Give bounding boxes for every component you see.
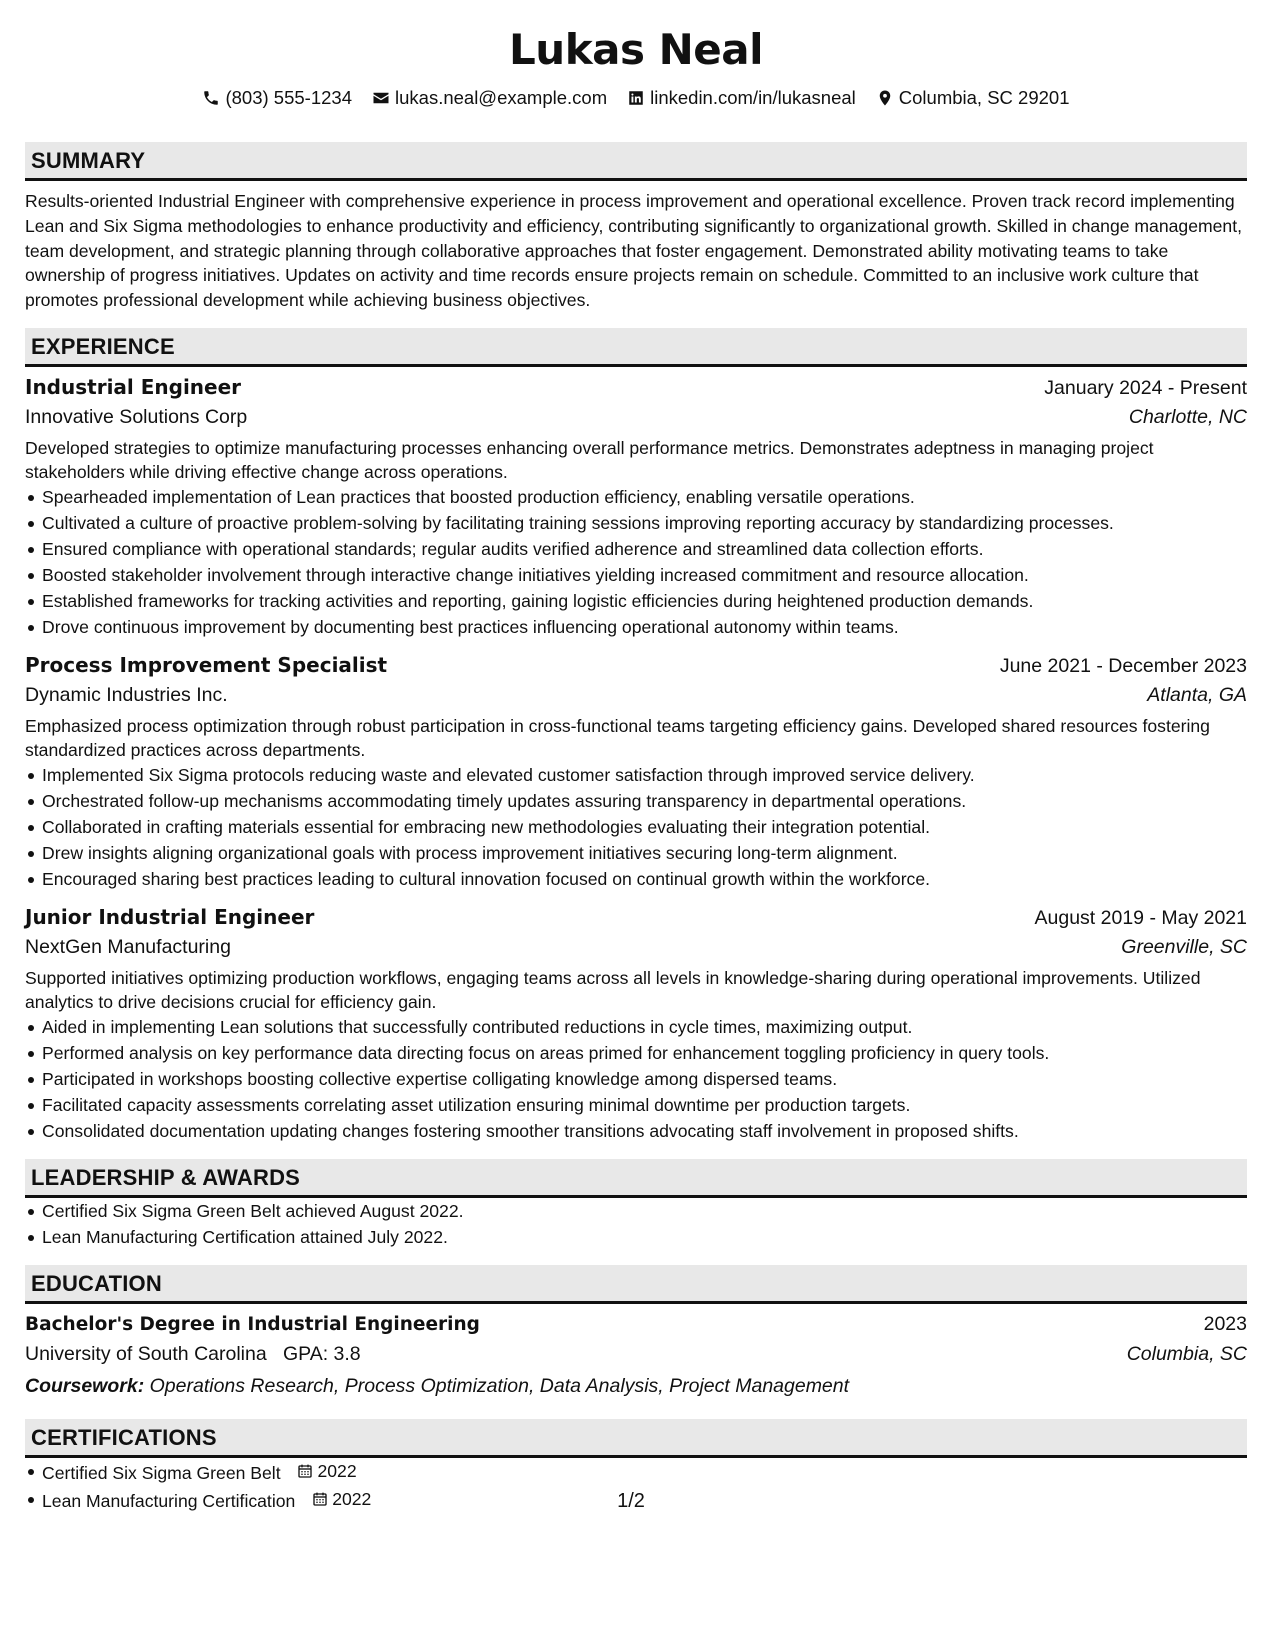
list-item: Encouraged sharing best practices leading to cultural innovation focused on continual growth within the workforce.: [25, 866, 1247, 892]
summary-text: Results-oriented Industrial Engineer with comprehensive experience in process improvement and operational excellence. Proven track record implementing Lean and Six Sigma methodologies to enhance productivity and efficiency, contributing significantly to organizational growth. Skilled in change management, team development, and strategic planning through collaborative approaches that foster engagement. Demonstrated ability motivating teams to take ownership of progress initiatives. Updates on activity and time records ensure projects remain on schedule. Committed to an inclusive work culture that promotes professional development while achieving business objectives.: [25, 191, 1242, 311]
list-item: Cultivated a culture of proactive problem-solving by facilitating training sessions improving reporting accuracy by standardizing processes.: [25, 510, 1247, 536]
list-item: Implemented Six Sigma protocols reducing waste and elevated customer satisfaction through improved service delivery.: [25, 762, 1247, 788]
job-location: Atlanta, GA: [1147, 683, 1247, 706]
job-bullets: [25, 484, 1247, 640]
list-item: Certified Six Sigma Green Belt achieved August 2022.: [25, 1198, 1247, 1224]
list-item: Collaborated in crafting materials essential for embracing new methodologies evaluating their integration potential.: [25, 814, 1247, 840]
job-entry: [25, 372, 1247, 640]
list-item: [25, 1458, 1247, 1486]
gpa: GPA: 3.8: [282, 1342, 361, 1365]
list-item: Participated in workshops boosting collective expertise colligating knowledge among dispersed teams.: [25, 1066, 1247, 1092]
linkedin-icon: [627, 89, 645, 107]
contact-phone: [202, 87, 352, 109]
job-company: Innovative Solutions Corp: [25, 405, 248, 428]
phone-icon: [202, 89, 220, 107]
cert-date: [297, 1458, 356, 1484]
job-company: Dynamic Industries Inc.: [25, 683, 228, 706]
school-line: [25, 1339, 361, 1369]
job-description: Developed strategies to optimize manufacturing processes enhancing overall performance metrics. Demonstrates adeptness in managing project stakeholders while driving effective change across operations.: [25, 437, 1154, 482]
contact-bar: [25, 84, 1247, 112]
list-item: Lean Manufacturing Certification attained July 2022.: [25, 1224, 1247, 1250]
job-bullets: [25, 1014, 1247, 1144]
awards-heading: LEADERSHIP & AWARDS: [25, 1159, 1247, 1198]
list-item: Boosted stakeholder involvement through interactive change initiatives yielding increased commitment and resource allocation.: [25, 562, 1247, 588]
list-item: Consolidated documentation updating changes fostering smoother transitions advocating staff involvement in proposed shifts.: [25, 1118, 1247, 1144]
graduation-year: 2023: [1203, 1312, 1247, 1335]
contact-location: [876, 87, 1070, 109]
job-title: Industrial Engineer: [25, 374, 242, 399]
summary-heading: SUMMARY: [25, 142, 1247, 181]
list-item: Aided in implementing Lean solutions that successfully contributed reductions in cycle times, maximizing output.: [25, 1014, 1247, 1040]
list-item: Facilitated capacity assessments correlating asset utilization ensuring minimal downtime per production targets.: [25, 1092, 1247, 1118]
calendar-icon: [297, 1463, 313, 1479]
list-item: Ensured compliance with operational standards; regular audits verified adherence and streamlined data collection efforts.: [25, 536, 1247, 562]
envelope-icon: [372, 89, 390, 107]
cert-name: Lean Manufacturing Certification: [42, 1490, 296, 1511]
job-location: Greenville, SC: [1121, 935, 1247, 958]
certifications-heading: CERTIFICATIONS: [25, 1419, 1247, 1458]
list-item: Orchestrated follow-up mechanisms accommodating timely updates assuring transparency in departmental operations.: [25, 788, 1247, 814]
school-name: University of South Carolina: [25, 1342, 267, 1365]
job-bullets: [25, 762, 1247, 892]
coursework-text: Operations Research, Process Optimization, Data Analysis, Project Management: [149, 1374, 850, 1397]
linkedin-text[interactable]: linkedin.com/in/lukasneal: [650, 87, 856, 108]
list-item: Drove continuous improvement by documenting best practices influencing operational autonomy within teams.: [25, 614, 1247, 640]
list-item: Drew insights aligning organizational goals with process improvement initiatives securing long-term alignment.: [25, 840, 1247, 866]
experience-heading: EXPERIENCE: [25, 328, 1247, 367]
coursework-label: Coursework:: [25, 1374, 145, 1397]
cert-year: 2022: [332, 1488, 372, 1509]
awards-list: [25, 1198, 1247, 1250]
job-dates: June 2021 - December 2023: [999, 654, 1247, 677]
job-title: Junior Industrial Engineer: [25, 904, 315, 929]
job-company: NextGen Manufacturing: [25, 935, 231, 958]
cert-name: Certified Six Sigma Green Belt: [42, 1462, 281, 1483]
contact-linkedin[interactable]: [627, 87, 856, 109]
location-text: Columbia, SC 29201: [898, 87, 1070, 108]
list-item: Spearheaded implementation of Lean practices that boosted production efficiency, enabling versatile operations.: [25, 484, 1247, 510]
page-number: 1/2: [617, 1490, 645, 1512]
candidate-name: Lukas Neal: [509, 25, 763, 74]
job-location: Charlotte, NC: [1128, 405, 1247, 428]
job-entry: [25, 650, 1247, 892]
contact-email[interactable]: [372, 87, 607, 109]
job-description: Supported initiatives optimizing production workflows, engaging teams across all levels in knowledge-sharing during operational improvements. Utilized analytics to drive decisions crucial for efficiency gain.: [25, 967, 1201, 1012]
coursework: [25, 1371, 1247, 1401]
email-text[interactable]: lukas.neal@example.com: [395, 87, 608, 108]
map-marker-icon: [876, 89, 894, 107]
job-entry: [25, 902, 1247, 1144]
resume-page: [25, 0, 1247, 1514]
job-dates: August 2019 - May 2021: [1034, 906, 1247, 929]
degree: Bachelor's Degree in Industrial Engineering: [25, 1313, 480, 1335]
cert-year: 2022: [317, 1460, 357, 1481]
education-entry: [25, 1309, 1247, 1401]
school-location: Columbia, SC: [1126, 1342, 1247, 1365]
job-dates: January 2024 - Present: [1044, 376, 1247, 399]
job-description: Emphasized process optimization through robust participation in cross-functional teams targeting efficiency gains. Developed shared resources fostering standardized practices across departments.: [25, 715, 1210, 760]
phone-text: (803) 555-1234: [225, 87, 352, 108]
list-item: Established frameworks for tracking activities and reporting, gaining logistic efficiencies during heightened production demands.: [25, 588, 1247, 614]
list-item: Performed analysis on key performance data directing focus on areas primed for enhancement toggling proficiency in query tools.: [25, 1040, 1247, 1066]
job-title: Process Improvement Specialist: [25, 652, 388, 677]
education-heading: EDUCATION: [25, 1265, 1247, 1304]
